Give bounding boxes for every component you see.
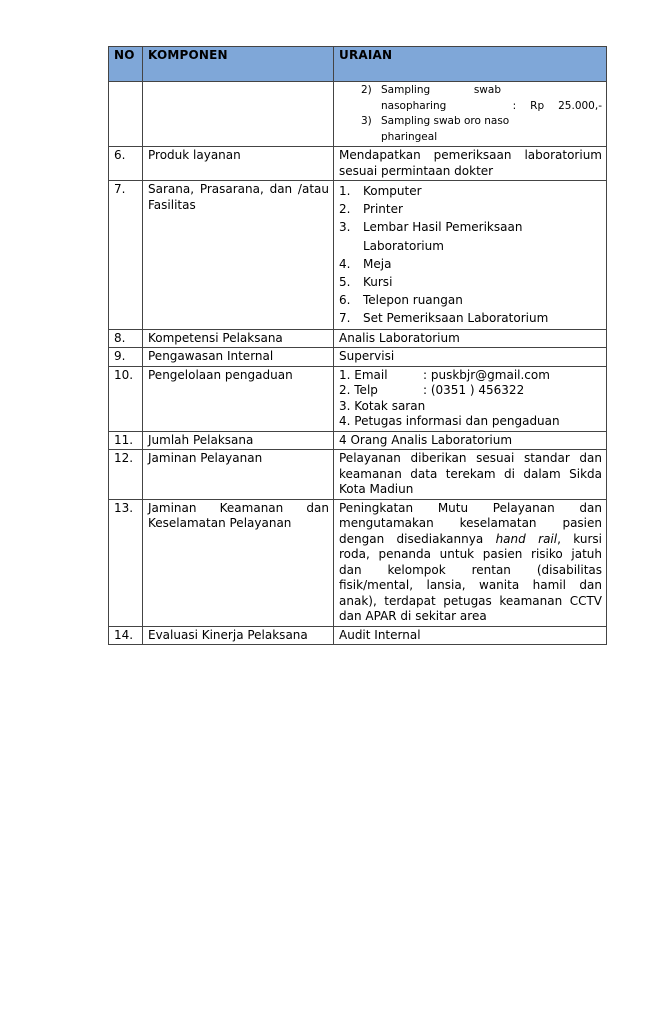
header-uraian: URAIAN xyxy=(334,47,607,82)
cell-no xyxy=(109,82,143,147)
table-row: 6. Produk layanan Mendapatkan pemeriksaan laboratorium sesuai permintaan dokter xyxy=(109,147,607,181)
facilities-list xyxy=(339,182,602,328)
list-item: 1. Komputer xyxy=(339,184,422,198)
table-row: 14. Evaluasi Kinerja Pelaksana Audit Internal xyxy=(109,626,607,645)
complaint-officer: 4. Petugas informasi dan pengaduan xyxy=(339,414,560,429)
list-item: 3. Lembar Hasil Pemeriksaan Laboratorium xyxy=(339,220,523,253)
table-row: 10. Pengelolaan pengaduan 1. Email : puskbjr@gmail.com 2. Telp : (0351 ) 456322 3. Kotak saran 4. Petugas informasi dan pengaduan xyxy=(109,366,607,431)
complaint-email: 1. Email : puskbjr@gmail.com xyxy=(339,367,550,382)
tariff-list xyxy=(361,83,602,145)
table-row: 11. Jumlah Pelaksana 4 Orang Analis Laboratorium xyxy=(109,431,607,450)
table-row: 7. Sarana, Prasarana, dan /atau Fasilitas 1. Komputer 2. Printer 3. Lembar Hasil Pemeriksaan Laboratorium 4. Meja 5. Kursi 6. Telepon ruangan 7. Set Pemeriksaan Laboratorium xyxy=(109,181,607,330)
cell-komponen xyxy=(143,82,334,147)
list-item: 2. Printer xyxy=(339,202,403,217)
table-row: 8. Kompetensi Pelaksana Analis Laboratorium xyxy=(109,329,607,348)
table-header xyxy=(109,47,607,82)
complaint-box: 3. Kotak saran xyxy=(339,398,426,413)
table-row: 12. Jaminan Pelayanan Pelayanan diberikan sesuai standar dan keamanan data terekam di dalam Sikda Kota Madiun xyxy=(109,450,607,500)
list-item: 5. Kursi xyxy=(339,275,393,290)
list-item: 2) Sampling swab nasopharing : Rp 25.000,- xyxy=(361,84,602,112)
safety-cell: Peningkatan Mutu Pelayanan dan mengutamakan keselamatan pasien dengan disediakannya hand rail, kursi roda, penanda untuk pasien risiko jatuh dan kelompok rentan (disabilitas fisik/mental, lansia, wanita hamil dan anak), terdapat petugas keamanan CCTV dan APAR di sekitar area xyxy=(334,499,607,626)
complaint-cell xyxy=(334,366,607,431)
complaint-phone: 2. Telp : (0351 ) 456322 xyxy=(339,383,525,398)
list-item: 3) Sampling swab oro naso pharingeal xyxy=(361,115,510,143)
service-standard-table xyxy=(108,46,607,645)
list-item: 6. Telepon ruangan xyxy=(339,293,463,308)
header-no: NO xyxy=(109,47,143,82)
table-row: 13. Jaminan Keamanan dan Keselamatan Pelayanan Peningkatan Mutu Pelayanan dan mengutamakan keselamatan pasien dengan disediakannya hand rail, kursi roda, penanda untuk pasien risiko jatuh dan kelompok rentan (disabilitas fisik/mental, lansia, wanita hamil dan anak), terdapat petugas keamanan CCTV dan APAR di sekitar area xyxy=(109,499,607,626)
cell-uraian xyxy=(334,82,607,147)
list-item: 7. Set Pemeriksaan Laboratorium xyxy=(339,311,549,326)
facilities-cell xyxy=(334,181,607,330)
table-row-continuation xyxy=(109,82,607,147)
list-item: 4. Meja xyxy=(339,256,392,271)
table-row: 9. Pengawasan Internal Supervisi xyxy=(109,348,607,367)
header-komponen: KOMPONEN xyxy=(143,47,334,82)
